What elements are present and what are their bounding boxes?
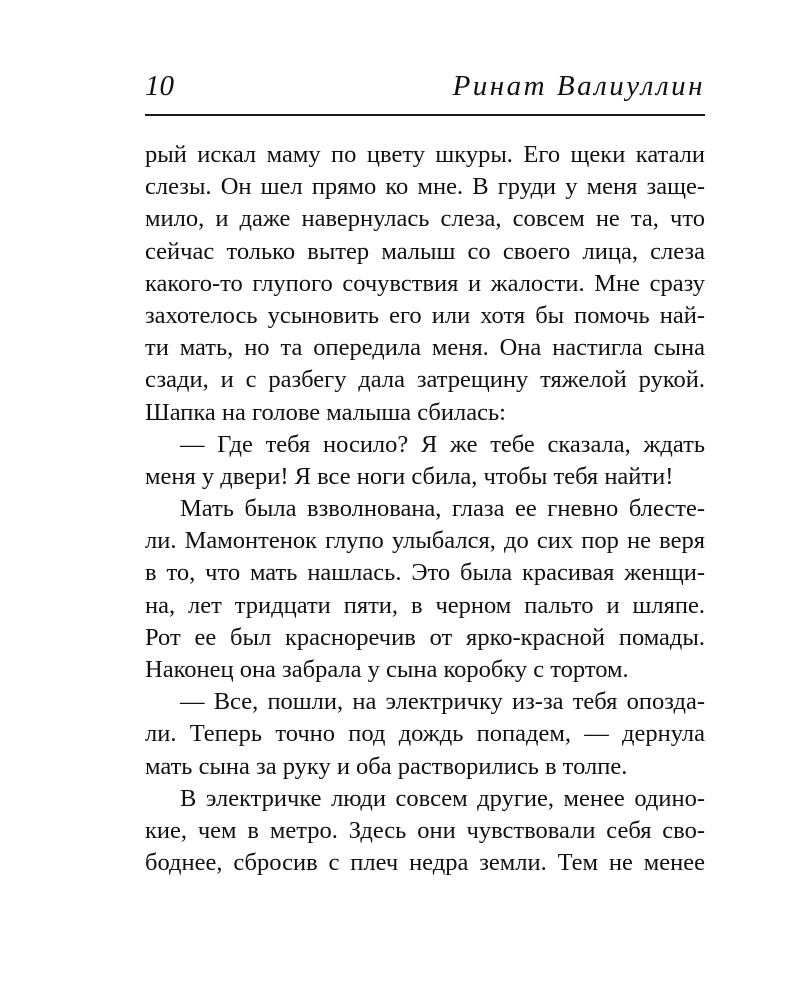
text-line: Рот ее был красноречив от ярко-красной помады. [145,623,705,651]
text-line: Мать была взволнована, глаза ее гневно блесте- [180,495,705,523]
text-line: мать сына за руку и оба растворились в толпе. [145,752,628,780]
running-header [145,70,705,110]
header-rule [145,114,705,116]
text-line: боднее, сбросив с плеч недра земли. Тем не менее [145,849,705,877]
text-line: мило, и даже навернулась слеза, совсем не та, что [145,205,705,233]
text-line: сзади, и с разбегу дала затрещину тяжелой рукой. [145,366,705,394]
text-line: слезы. Он шел прямо ко мне. В груди у меня защe- [145,173,705,201]
text-line: сейчас только вытер малыш со своего лица, слеза [145,237,705,265]
text-line: — Все, пошли, на электричку из-за тебя опозда- [180,688,705,716]
text-line: меня у двери! Я все ноги сбила, чтобы тебя найти! [145,462,674,490]
text-line: ти мать, но та опередила меня. Она настигла сына [145,334,705,362]
text-line: Наконец она забрала у сына коробку с тортом. [145,656,629,683]
text-line: — Где тебя носило? Я же тебе сказала, ждать [180,430,705,458]
text-line: на, лет тридцати пяти, в черном пальто и шляпе. [145,591,705,619]
body-text [145,139,705,879]
text-line: кие, чем в метро. Здесь они чувствовали себя сво- [145,816,705,844]
running-header-author: Ринат Валиуллин [452,70,705,102]
text-line: Шапка на голове малыша сбилась: [145,398,506,426]
text-line: В электричке люди совсем другие, менее одино- [180,784,705,812]
text-line: ли. Мамонтенок глупо улыбался, до сих пор не веря [145,527,705,555]
text-line: захотелось усыновить его или хотя бы помочь най- [145,301,705,329]
text-line: рый искал маму по цвету шкуры. Его щеки катали [145,141,705,168]
page-number: 10 [145,70,174,102]
text-line: какого-то глупого сочувствия и жалости. Мне сразу [145,269,705,297]
text-line: ли. Теперь точно под дождь попадем, — дернула [145,720,705,748]
text-line: в то, что мать нашлась. Это была красивая женщи- [145,559,705,587]
